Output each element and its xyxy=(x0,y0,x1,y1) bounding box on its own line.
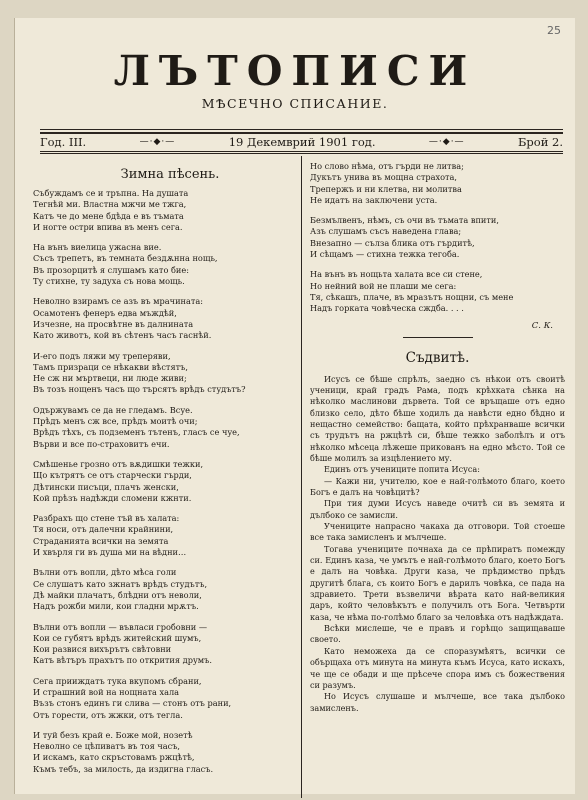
masthead-rule-thin xyxy=(40,129,563,130)
story-title: Съдвитѣ. xyxy=(405,349,470,366)
poem-line: Смѣшенье грозно отъ вѫдишки тежки, xyxy=(33,458,204,469)
poem-line: Надъ рожби мили, кои гладни мрѫтъ. xyxy=(33,601,199,612)
poem-stanza xyxy=(33,513,295,558)
story-paragraph: При тия думи Исусъ наведе очитѣ си въ земята и дълбоко се замисли. xyxy=(310,498,565,520)
poem-line: Като животъ, кой въ сѣтенъ часъ гаснѣй. xyxy=(33,330,212,341)
poem-line: Възъ стонъ единъ ги слива — стонъ отъ рани, xyxy=(33,698,232,709)
poem-line: Сега прииждатъ тука вкупомъ сбрани, xyxy=(33,675,202,686)
poem-line: Вълни отъ вопли — въвласи гробовни — xyxy=(33,621,208,632)
poem-line: Неволно се цѣпиватъ въ тоя часъ, xyxy=(33,741,181,752)
poem-line: Надъ горката човѣческа сждба. . . . xyxy=(310,303,464,314)
story-paragraph: Всѣки мислеше, че е правъ и горѣщо защищаваше своето. xyxy=(310,623,565,645)
poem-line: Тя носи, отъ далечни крайнини, xyxy=(33,524,174,535)
issue-line xyxy=(40,134,563,150)
poem-line: И страшний вой на нощната хала xyxy=(33,686,180,697)
poem-line: Се слушатъ като зжнатъ врѣдъ студътъ, xyxy=(33,578,208,589)
poem-line: Дукътъ унива въ мощна страхота, xyxy=(310,172,458,183)
issue-rule-bottom xyxy=(40,153,563,154)
publication-subtitle: МѢСЕЧНО СПИСАНИЕ. xyxy=(201,96,389,111)
poem-title: Зимна пѣсень. xyxy=(120,167,220,182)
poem-line: На вънъ въ нощьта халата все си стене, xyxy=(310,269,483,280)
poem-line: Ту стихне, ту задуха съ нова мощь. xyxy=(33,276,185,287)
column-divider xyxy=(301,156,302,798)
masthead xyxy=(15,48,575,111)
story-paragraph: Тогава учениците почнаха да се прѣпиратъ помеждy си. Единъ каза, че умътъ е най-голѣмото благо, което Богъ е далъ на човѣка. Други каза, че прѣдимство прѣдъ другитѣ блага, съ които Богъ е дарилъ човѣка, се пада на здравието. Трети възвеличи вѣрата като най-великия даръ, който человѣкътъ е получилъ отъ Бога. Четвърти каза, че нѣма по-голѣмо благо за человѣка отъ надѣждата. xyxy=(310,543,565,622)
story-paragraph: — Кажи ни, учителю, кое е най-голѣмото благо, което Богъ е далъ на човѣцитѣ? xyxy=(310,475,565,497)
ornament-left-icon: —·◆·— xyxy=(139,137,176,147)
poem-line: Врѣдъ тѣхъ, съ подземенъ тътенъ, гласъ се чуе, xyxy=(33,427,240,438)
poem-stanza xyxy=(33,242,295,287)
poem-line: Дѣ майки плачатъ, блѣдни отъ неволи, xyxy=(33,589,202,600)
poem-line: Разбрахъ що стене тъй въ халата: xyxy=(33,513,180,524)
story-paragraph: Като неможеха да се споразумѣятъ, всички се обърщаха отъ минута на минута къмъ Исуса, като искахъ, че ще се обади и ще прѣсече спора имъ съ божествения си разумъ. xyxy=(310,645,565,690)
poem-line: Не идатъ на заключени уста. xyxy=(310,194,438,205)
poem-line: На вънъ виелица ужасна вие. xyxy=(33,242,162,253)
poem-line: Неволно взирамъ се азъ въ мрачината: xyxy=(33,296,204,307)
publication-title: ЛЪТОПИСИ xyxy=(113,47,477,95)
poem-stanza xyxy=(33,730,295,775)
poem-line: Но нейний вой не плаши ме сега: xyxy=(310,280,457,291)
poem-line: Въ тозъ нощенъ часъ що търсятъ врѣдъ студътъ? xyxy=(33,384,246,395)
poem-line: Кои се губятъ врѣдъ житейский шумъ, xyxy=(33,632,202,643)
poem-line: Съсъ трепетъ, въ темната бездѫнна нощь, xyxy=(33,253,218,264)
poem-line: Тамъ призраци се нѣкакви вѣстятъ, xyxy=(33,361,188,372)
poem-line: Изчезне, на просвѣтне въ далнината xyxy=(33,318,194,329)
left-column xyxy=(33,163,295,784)
poem-line: Безмълвенъ, нѣмъ, съ очи въ тъмата впити, xyxy=(310,215,499,226)
poem-stanza xyxy=(33,188,295,233)
poem-stanza xyxy=(310,161,565,206)
issue-year: Год. III. xyxy=(40,135,87,149)
handwritten-page-number: 25 xyxy=(547,24,561,37)
poem-line: Катъ че до мене бдѣда е въ тъмата xyxy=(33,210,184,221)
poem-stanza xyxy=(33,296,295,341)
issue-number: Брой 2. xyxy=(517,135,563,149)
poem-line: Върви и все по-страховитъ ечи. xyxy=(33,438,170,449)
poem-line: Одържувамъ се да не гледамъ. Всуе. xyxy=(33,404,193,415)
poem-line: И искамъ, като скръстовамъ ржцѣтѣ, xyxy=(33,752,195,763)
poem-line: Внезапно — сълза блика отъ гърдитѣ, xyxy=(310,237,475,248)
poem-stanza xyxy=(33,567,295,612)
poem-stanzas-left xyxy=(33,188,295,775)
story-paragraph: Но Исусъ слушаше и мълчеше, все така дълбоко замисленъ. xyxy=(310,691,565,713)
story-paragraph: Исусъ се бѣше спрѣлъ, заедно съ нѣкои отъ своитѣ ученици, край градъ Рама, подъ крѣхката сѣнка на нѣколко маслинови дървета. Той се връщаше отъ едно близко село, дѣто бѣше ходилъ да навѣсти едно бѣдно и нещастно семейство: бащата, който прѣхранваше всички съ трудътъ на ржцѣтѣ си, бѣше тежко заболѣлъ и отъ нѣколко мѣсеца лѣжеше прикованъ на едно мѣсто. Той се бѣше молилъ за изцѣлението му. xyxy=(310,373,565,463)
poem-stanza xyxy=(33,459,295,504)
poem-line: Трепержъ и ни клетва, ни молитва xyxy=(310,183,462,194)
poem-line: Не сж ни мъртвеци, ни люде живи; xyxy=(33,373,187,384)
poem-line: И туй безъ край е. Боже мой, нозетѣ xyxy=(33,729,193,740)
poem-line: Що кътрятъ се отъ старчески гърди, xyxy=(33,470,192,481)
poem-stanza xyxy=(310,215,565,260)
poem-line: Страданията всички на земята xyxy=(33,535,169,546)
poem-line: И хвърля ги въ душа ми на вѣдни… xyxy=(33,547,187,558)
poem-line: Прѣдъ менъ сж все, прѣдъ моитѣ очи; xyxy=(33,416,198,427)
poem-line: Тя, сѣкашъ, плаче, въ мразътъ нощни, съ мене xyxy=(310,291,514,302)
ornament-right-icon: —·◆·— xyxy=(428,137,465,147)
poem-line: Събуждамъ се и тръпна. На душата xyxy=(33,188,189,198)
poem-line: Тегнѣй ми. Властна мжчи ме тжга, xyxy=(33,199,187,210)
poem-line: Кой прѣзъ надѣжди сломени кжнти. xyxy=(33,492,192,503)
poem-line: Осамотенъ фенеръ едва мъждѣй, xyxy=(33,307,177,318)
poem-stanza xyxy=(33,351,295,396)
poem-line: Дѣтински писъци, плачъ женски, xyxy=(33,481,179,492)
poem-stanza xyxy=(33,622,295,667)
poem-stanza xyxy=(33,676,295,721)
poem-stanza xyxy=(33,405,295,450)
right-column xyxy=(310,161,565,714)
poem-line: И ногте остри впива въ менъ сега. xyxy=(33,221,183,232)
poem-line: Кои развися вихърътъ свѣтовни xyxy=(33,644,172,655)
section-divider xyxy=(403,337,473,338)
poem-line: Къмъ тебъ, за милость, да издигна гласъ. xyxy=(33,763,214,774)
issue-date: 19 Декемврий 1901 год. xyxy=(228,135,376,149)
poem-line: Вълни отъ вопли, дѣто мѣса голи xyxy=(33,567,177,578)
poem-signature: С. К. xyxy=(531,320,553,331)
poem-line: Въ прозорцитѣ я слушамъ като бие: xyxy=(33,264,189,275)
poem-line: Азъ слушамъ съсъ наведена глава; xyxy=(310,226,462,237)
poem-line: Отъ горести, отъ жжки, отъ тегла. xyxy=(33,709,183,720)
story-paragraph: Учениците напрасно чакаха да отговори. Той стоеше все така замисленъ и мълчеше. xyxy=(310,521,565,543)
poem-line: И сѣщамъ — стихна тежка тегоба. xyxy=(310,249,460,260)
issue-rule-top xyxy=(40,151,563,152)
poem-stanza xyxy=(310,269,565,314)
newspaper-page xyxy=(14,18,575,794)
story-paragraph: Единъ отъ учениците попита Исуса: xyxy=(324,464,480,475)
poem-line: И-его подъ ляжи му треперяви, xyxy=(33,350,171,361)
poem-line: Но слово нѣма, отъ гърди не литва; xyxy=(310,161,464,171)
poem-line: Катъ вѣтъръ прахътъ по открития друмъ. xyxy=(33,655,212,666)
